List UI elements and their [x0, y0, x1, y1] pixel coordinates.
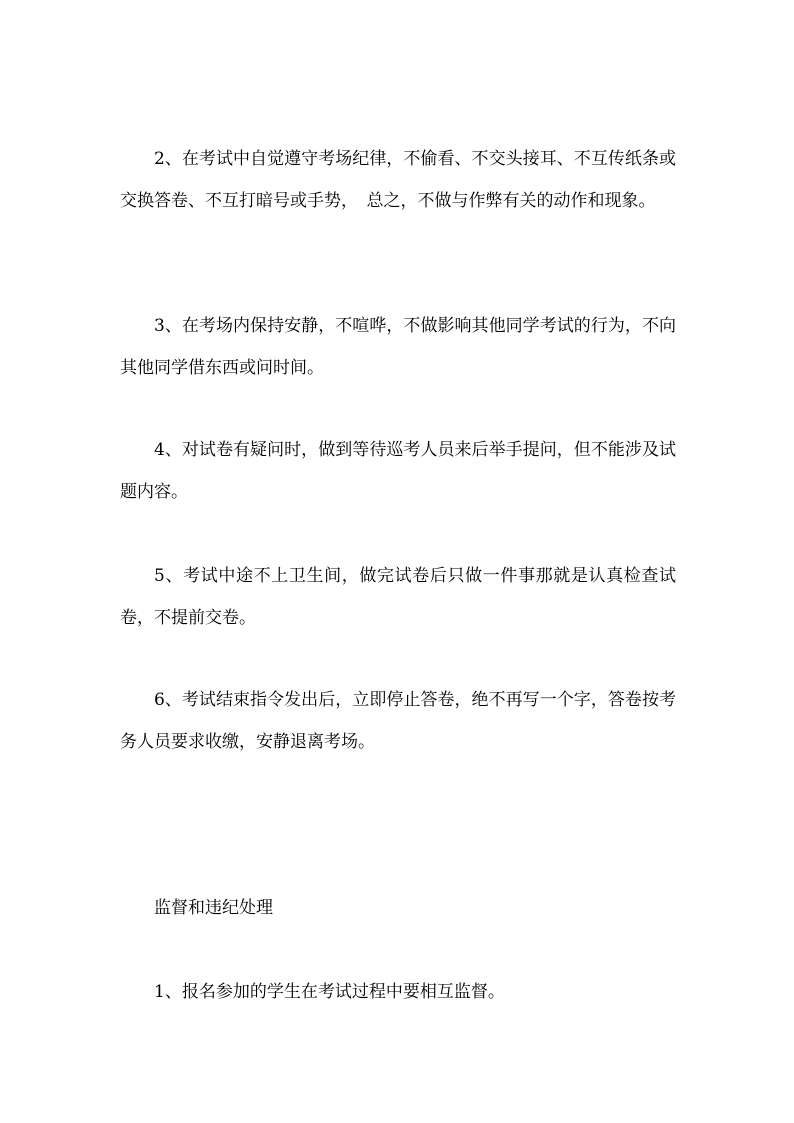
section-heading: 监督和违纪处理: [154, 898, 273, 918]
paragraph-supervision-1: 1、报名参加的学生在考试过程中要相互监督。: [154, 982, 505, 1002]
paragraph-rule-3: 3、在考场内保持安静，不喧哗，不做影响其他同学考试的行为，不向其他同学借东西或问时间。: [120, 316, 676, 378]
paragraph-rule-4: 4、对试卷有疑问时，做到等待巡考人员来后举手提问，但不能涉及试题内容。: [120, 440, 676, 502]
paragraph-rule-2: 2、在考试中自觉遵守考场纪律，不偷看、不交头接耳、不互传纸条或交换答卷、不互打暗号或手势， 总之，不做与作弊有关的动作和现象。: [120, 149, 676, 211]
paragraph-rule-5: 5、考试中途不上卫生间，做完试卷后只做一件事那就是认真检查试卷，不提前交卷。: [120, 566, 676, 628]
paragraph-rule-6: 6、考试结束指令发出后，立即停止答卷，绝不再写一个字，答卷按考务人员要求收缴，安静退离考场。: [120, 690, 676, 752]
